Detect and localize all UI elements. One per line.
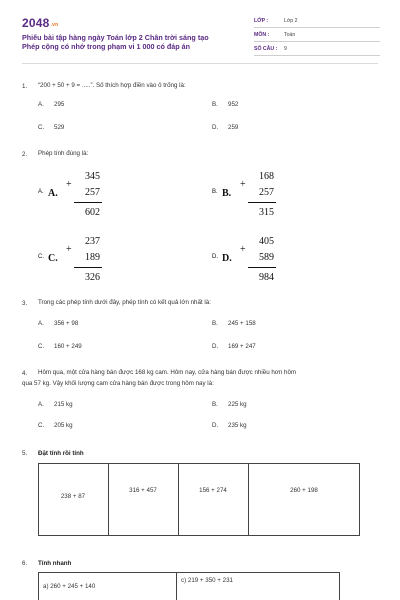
q3-option-c-text: 160 + 249	[54, 343, 82, 350]
q5-cell-2[interactable]: 316 + 457	[129, 487, 157, 494]
q3-option-d-text: 169 + 247	[228, 343, 256, 350]
meta-class	[254, 15, 380, 28]
q2-option-a-addend2: 257	[85, 187, 100, 198]
header-divider	[22, 63, 378, 64]
q2-option-b[interactable]	[212, 170, 292, 222]
q5-column-divider	[248, 463, 249, 536]
q2-option-b-addend2: 257	[259, 187, 274, 198]
meta-subject-key: MÔN :	[254, 32, 270, 38]
q3-option-b-text: 245 + 158	[228, 320, 256, 327]
q4-option-c-label: C.	[38, 422, 45, 429]
q2-option-c-addend1: 237	[85, 236, 100, 247]
q3-option-a-text: 356 + 98	[54, 320, 79, 327]
meta-subject-value: Toán	[284, 32, 296, 38]
q3-option-b-label: B.	[212, 320, 218, 327]
q2-option-a-letter: A.	[48, 188, 58, 199]
q1-option-a-label: A.	[38, 101, 44, 108]
q6-number: 6.	[22, 560, 28, 567]
q2-option-a-result: 602	[85, 207, 100, 218]
q2-option-a[interactable]	[38, 170, 118, 222]
meta-count-value: 9	[284, 46, 287, 52]
q4-text-line2: qua 57 kg. Vậy khối lượng cam cửa hàng bán được trong hôm nay là:	[22, 380, 214, 387]
q4-text-line1: Hôm qua, một cửa hàng bán được 168 kg cam. Hôm nay, cửa hàng bán được nhiều hơn hôm	[38, 369, 297, 376]
q2-option-c-label: C.	[38, 254, 44, 260]
q1-option-d-label: D.	[212, 124, 219, 131]
q4-option-c-text: 205 kg	[54, 422, 73, 429]
q2-option-c-result: 326	[85, 272, 100, 283]
meta-class-value: Lớp 2	[284, 18, 298, 24]
q2-option-d-letter: D.	[222, 253, 232, 264]
q2-option-b-letter: B.	[222, 188, 232, 199]
q4-option-b-text: 225 kg	[228, 401, 247, 408]
q2-number: 2.	[22, 151, 28, 158]
q2-option-a-plus: +	[66, 179, 72, 190]
q2-option-d-plus: +	[240, 244, 246, 255]
q2-option-c-bar	[74, 267, 102, 268]
q4-option-d-text: 235 kg	[228, 422, 247, 429]
q5-cell-1[interactable]: 238 + 87	[60, 493, 86, 500]
q2-option-c-plus: +	[66, 244, 72, 255]
q2-option-d[interactable]	[212, 235, 292, 287]
q3-option-c-label: C.	[38, 343, 45, 350]
q1-option-b-label: B.	[212, 101, 218, 108]
q6-title: Tính nhanh	[38, 560, 72, 567]
site-logo[interactable]	[22, 16, 58, 30]
q2-option-a-bar	[74, 202, 102, 203]
q1-option-b-text: 952	[228, 101, 239, 108]
q2-option-c-letter: C.	[48, 253, 58, 264]
q2-option-a-addend1: 345	[85, 171, 100, 182]
q2-option-b-plus: +	[240, 179, 246, 190]
worksheet-title: Phiếu bài tập hàng ngày Toán lớp 2 Chân trời sáng tạo	[22, 33, 209, 42]
meta-count-key: SỐ CÂU :	[254, 46, 278, 52]
q1-option-d-text: 259	[228, 124, 239, 131]
meta-class-key: LỚP :	[254, 18, 269, 24]
q2-option-a-label: A.	[38, 189, 44, 195]
q2-option-b-bar	[248, 202, 276, 203]
q2-option-d-addend2: 589	[259, 252, 274, 263]
worksheet-subtitle: Phép cộng có nhớ trong phạm vi 1 000 có đáp án	[22, 42, 191, 51]
q4-number: 4.	[22, 370, 28, 377]
q4-option-d-label: D.	[212, 422, 219, 429]
meta-subject	[254, 29, 380, 42]
q5-cell-3[interactable]: 156 + 274	[199, 487, 227, 494]
q3-option-d-label: D.	[212, 343, 219, 350]
q2-option-c[interactable]	[38, 235, 118, 287]
q2-option-b-label: B.	[212, 189, 218, 195]
q1-text: “200 + 50 + 9 = .....”. Số thích hợp điền vào ô trống là:	[38, 82, 186, 89]
q2-option-d-result: 984	[259, 272, 274, 283]
q4-option-b-label: B.	[212, 401, 218, 408]
q5-cell-4[interactable]: 260 + 198	[290, 487, 318, 494]
q3-number: 3.	[22, 300, 28, 307]
q2-text: Phép tính đúng là:	[38, 150, 89, 157]
q2-option-d-addend1: 405	[259, 236, 274, 247]
q3-option-a-label: A.	[38, 320, 44, 327]
q5-column-divider	[108, 463, 109, 536]
q2-option-d-bar	[248, 267, 276, 268]
logo-text: 2048	[22, 16, 50, 30]
q6-cell-c[interactable]: c) 219 + 350 + 231	[181, 577, 233, 584]
q5-number: 5.	[22, 450, 28, 457]
q2-option-d-label: D.	[212, 254, 218, 260]
q6-column-divider	[176, 572, 177, 600]
q5-column-divider	[178, 463, 179, 536]
q1-number: 1.	[22, 83, 28, 90]
q1-option-a-text: 295	[54, 101, 65, 108]
q5-title: Đặt tính rồi tính	[38, 450, 84, 457]
q4-option-a-text: 215 kg	[54, 401, 73, 408]
q3-text: Trong các phép tính dưới đây, phép tính có kết quả lớn nhất là:	[38, 299, 211, 306]
q4-option-a-label: A.	[38, 401, 44, 408]
q2-option-b-addend1: 168	[259, 171, 274, 182]
q2-option-b-result: 315	[259, 207, 274, 218]
meta-count	[254, 43, 380, 56]
q1-option-c-label: C.	[38, 124, 45, 131]
q2-option-c-addend2: 189	[85, 252, 100, 263]
q1-option-c-text: 529	[54, 124, 65, 131]
q6-cell-a[interactable]: a) 260 + 245 + 140	[43, 583, 96, 590]
logo-suffix: .vn	[50, 22, 59, 28]
